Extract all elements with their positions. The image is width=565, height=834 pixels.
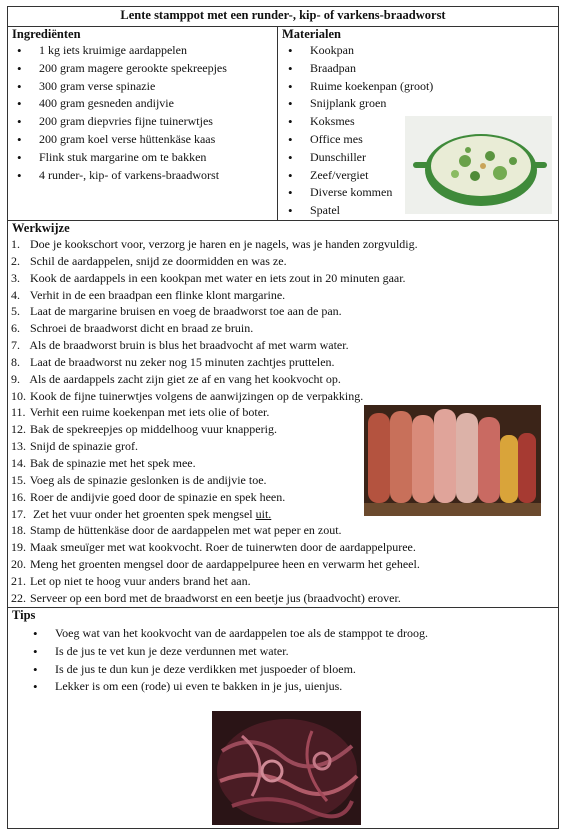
method-step <box>11 404 420 421</box>
ingredient-item: • 200 gram koel verse hüttenkäse kaas <box>13 131 227 149</box>
step-text: Bak de spinazie met het spek mee. <box>30 455 196 470</box>
method-step <box>11 287 420 304</box>
step-number: 10. <box>11 388 26 403</box>
step-text: Doe je kookschort voor, verzorg je haren en je nagels, was je handen zorgvuldig. <box>30 237 418 251</box>
tip-item: • Is de jus te dun kun je deze verdikken met juspoeder of bloem. <box>29 661 428 679</box>
method-step <box>11 472 420 489</box>
step-number: 12. <box>11 422 26 437</box>
tip-item: • Lekker is om een (rode) ui even te bakken in je jus, uienjus. <box>29 678 428 696</box>
material-item: • Spatel <box>284 202 433 220</box>
material-item: • Snijplank groen <box>284 95 433 113</box>
step-number: 19. <box>11 540 26 555</box>
step-text: Roer de andijvie goed door de spinazie en spek heen. <box>30 489 286 504</box>
step-number: 3. <box>11 270 20 285</box>
section-divider-method <box>7 220 559 221</box>
pan-stamppot-photo <box>405 116 552 214</box>
method-step <box>11 270 420 287</box>
step-number: 13. <box>11 439 26 454</box>
step-text: Kook de aardappels in een kookpan met water en iets zout in 20 minuten gaar. <box>30 270 406 285</box>
step-underlined-word: uit. <box>255 506 272 521</box>
step-text: Verhit een ruime koekenpan met iets olie of boter. <box>29 405 270 420</box>
step-number: 18. <box>11 523 26 538</box>
material-item: • Kookpan <box>284 42 433 60</box>
method-step <box>11 320 420 337</box>
ingredient-item: • Flink stuk margarine om te bakken <box>13 149 227 167</box>
step-number: 15. <box>11 472 26 487</box>
step-text: Bak de spekreepjes op middelhoog vuur knapperig. <box>30 422 277 437</box>
method-step <box>11 303 420 320</box>
method-step <box>11 388 420 405</box>
step-number: 22. <box>11 590 26 605</box>
step-number: 20. <box>11 557 26 572</box>
method-step <box>11 590 420 607</box>
section-divider-tips <box>7 607 559 608</box>
recipe-title: Lente stamppot met een runder-, kip- of varkens-braadworst <box>120 8 446 22</box>
step-text: Zet het vuur onder het groenten spek mengsel <box>30 506 253 521</box>
step-text: Kook de fijne tuinerwtjes volgens de aanwijzingen op de verpakking. <box>30 388 364 403</box>
step-number: 16. <box>11 489 26 504</box>
step-number: 1. <box>11 237 20 251</box>
ingredients-list <box>13 42 227 184</box>
step-text: Voeg als de spinazie geslonken is de andijvie toe. <box>29 472 267 487</box>
step-number: 8. <box>11 354 20 369</box>
method-step <box>11 354 420 371</box>
method-step <box>11 253 420 270</box>
method-step <box>11 522 420 539</box>
material-item: • Diverse kommen <box>284 184 433 202</box>
tip-item: • Is de jus te vet kun je deze verdunnen met water. <box>29 643 428 661</box>
method-heading: Werkwijze <box>12 221 70 235</box>
step-text: Als de braadworst bruin is blus het braadvocht af met warm water. <box>29 338 349 353</box>
step-text: Laat de braadworst nu zeker nog 15 minuten zachtjes pruttelen. <box>30 354 335 369</box>
material-item: • Dunschiller <box>284 149 433 167</box>
step-text: Snijd de spinazie grof. <box>30 439 138 454</box>
step-number: 17. <box>11 506 26 521</box>
step-number: 21. <box>11 573 26 588</box>
method-step <box>11 438 420 455</box>
step-number: 14. <box>11 455 26 470</box>
method-step <box>11 455 420 472</box>
tip-item: • Voeg wat van het kookvocht van de aardappelen toe als de stamppot te droog. <box>29 625 428 643</box>
step-text: Serveer op een bord met de braadworst en een beetje jus (braadvocht) erover. <box>30 590 401 605</box>
step-text: Laat de margarine bruisen en voeg de braadworst toe aan de pan. <box>30 304 342 319</box>
method-steps <box>11 236 420 607</box>
method-step <box>11 371 420 388</box>
sausages-photo <box>364 405 541 516</box>
ingredient-item: • 1 kg iets kruimige aardappelen <box>13 42 227 60</box>
tips-list <box>29 625 428 696</box>
material-item: • Ruime koekenpan (groot) <box>284 78 433 96</box>
step-number: 2. <box>11 253 20 268</box>
method-step <box>11 556 420 573</box>
step-text: Verhit in de een braadpan een flinke klont margarine. <box>29 287 286 302</box>
material-item: • Zeef/vergiet <box>284 167 433 185</box>
onion-gravy-photo <box>212 711 361 825</box>
step-text: Meng het groenten mengsel door de aardappelpuree heen en verwarm het geheel. <box>30 557 420 572</box>
method-step <box>11 506 420 523</box>
ingredients-heading: Ingrediënten <box>12 27 81 41</box>
material-item: • Koksmes <box>284 113 433 131</box>
step-number: 11. <box>11 405 26 420</box>
step-number: 4. <box>11 287 20 302</box>
step-number: 6. <box>11 321 20 336</box>
material-item: • Braadpan <box>284 60 433 78</box>
method-step <box>11 489 420 506</box>
ingredient-item: • 200 gram diepvries fijne tuinerwtjes <box>13 113 227 131</box>
materials-heading: Materialen <box>282 27 342 41</box>
method-step <box>11 421 420 438</box>
method-step <box>11 573 420 590</box>
step-text: Schil de aardappelen, snijd ze doormidden en was ze. <box>30 253 287 268</box>
step-number: 7. <box>11 338 20 353</box>
ingredient-item: • 200 gram magere gerookte spekreepjes <box>13 60 227 78</box>
method-step <box>11 236 420 253</box>
tips-heading: Tips <box>12 608 36 622</box>
material-item: • Office mes <box>284 131 433 149</box>
column-divider <box>277 26 278 220</box>
ingredient-item: • 4 runder-, kip- of varkens-braadworst <box>13 167 227 185</box>
step-text: Stamp de hüttenkäse door de aardappelen met wat peper en zout. <box>30 523 342 538</box>
step-text: Let op niet te hoog vuur anders brand het aan. <box>30 573 251 588</box>
step-text: Als de aardappels zacht zijn giet ze af en vang het kookvocht op. <box>29 371 341 386</box>
ingredient-item: • 300 gram verse spinazie <box>13 78 227 96</box>
method-step <box>11 337 420 354</box>
step-text: Schroei de braadworst dicht en braad ze bruin. <box>30 321 254 336</box>
step-number: 5. <box>11 304 20 319</box>
method-step <box>11 539 420 556</box>
ingredient-item: • 400 gram gesneden andijvie <box>13 95 227 113</box>
step-number: 9. <box>11 371 20 386</box>
step-text: Maak smeuïger met wat kookvocht. Roer de tuinerwten door de aardappelpuree. <box>30 540 416 555</box>
